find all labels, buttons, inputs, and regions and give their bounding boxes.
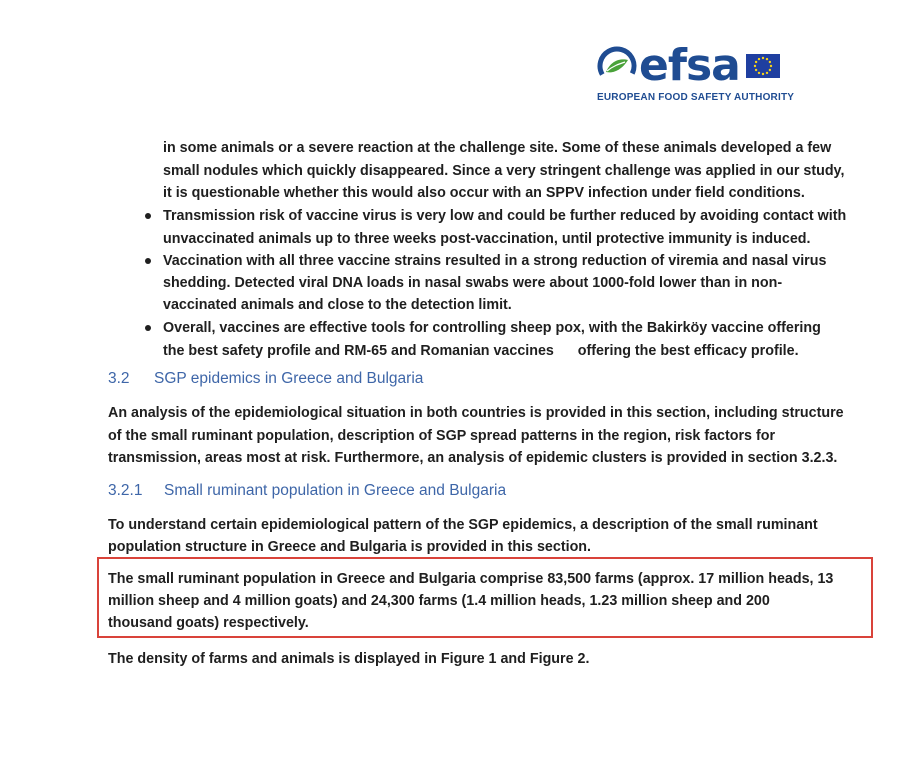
continuation-line-1: in some animals or a severe reaction at the challenge site. Some of these animals developed a few [163, 140, 832, 156]
eu-flag-icon [746, 54, 780, 78]
section-title: SGP epidemics in Greece and Bulgaria [154, 370, 424, 387]
efsa-logo [597, 40, 807, 120]
section-number: 3.2 [108, 370, 130, 387]
section-3-2-1-intro-line-1: To understand certain epidemiological pattern of the SGP epidemics, a description of the small ruminant [108, 517, 818, 533]
bullet-3-line-2: the best safety profile and RM-65 and Romanian vaccines offering the best efficacy profile. [163, 343, 799, 359]
bullet-marker [145, 325, 151, 331]
section-heading-3-2 [108, 370, 423, 388]
bullet-3-line-1: Overall, vaccines are effective tools for controlling sheep pox, with the Bakirköy vaccine offering [163, 320, 821, 336]
highlight-line-1: The small ruminant population in Greece and Bulgaria comprise 83,500 farms (approx. 17 million heads, 13 [108, 571, 834, 587]
bullet-1-line-1: Transmission risk of vaccine virus is very low and could be further reduced by avoiding contact with [163, 208, 847, 224]
bullet-2-line-3: vaccinated animals and close to the detection limit. [163, 297, 512, 313]
continuation-line-2: small nodules which quickly disappeared. Since a very stringent challenge was applied in our study, [163, 163, 845, 179]
bullet-2-line-1: Vaccination with all three vaccine strains resulted in a strong reduction of viremia and nasal virus [163, 253, 827, 269]
efsa-wordmark: efsa [639, 40, 740, 91]
continuation-line-3: it is questionable whether this would also occur with an SPPV infection under field conditions. [163, 185, 805, 201]
section-3-2-1-intro-line-2: population structure in Greece and Bulgaria is provided in this section. [108, 539, 592, 555]
efsa-leaf-icon [597, 46, 637, 86]
section-number: 3.2.1 [108, 482, 143, 499]
bullet-2-line-2: shedding. Detected viral DNA loads in nasal swabs were about 1000-fold lower than in non- [163, 275, 783, 291]
section-3-2-line-2: of the small ruminant population, description of SGP spread patterns in the region, risk factors for [108, 428, 776, 444]
section-3-2-line-3: transmission, areas most at risk. Furthermore, an analysis of epidemic clusters is provided in section 3.2.3. [108, 450, 838, 466]
closing-line: The density of farms and animals is displayed in Figure 1 and Figure 2. [108, 651, 590, 667]
section-title: Small ruminant population in Greece and Bulgaria [164, 482, 507, 499]
bullet-1-line-2: unvaccinated animals up to three weeks post-vaccination, until protective immunity is induced. [163, 231, 811, 247]
highlight-line-2: million sheep and 4 million goats) and 24,300 farms (1.4 million heads, 1.23 million sheep and 200 [108, 593, 770, 609]
section-3-2-line-1: An analysis of the epidemiological situation in both countries is provided in this section, including structure [108, 405, 844, 421]
section-heading-3-2-1 [108, 482, 506, 500]
bullet-marker [145, 213, 151, 219]
highlight-line-3: thousand goats) respectively. [108, 615, 309, 631]
efsa-subtitle: EUROPEAN FOOD SAFETY AUTHORITY [597, 92, 795, 103]
bullet-marker [145, 258, 151, 264]
